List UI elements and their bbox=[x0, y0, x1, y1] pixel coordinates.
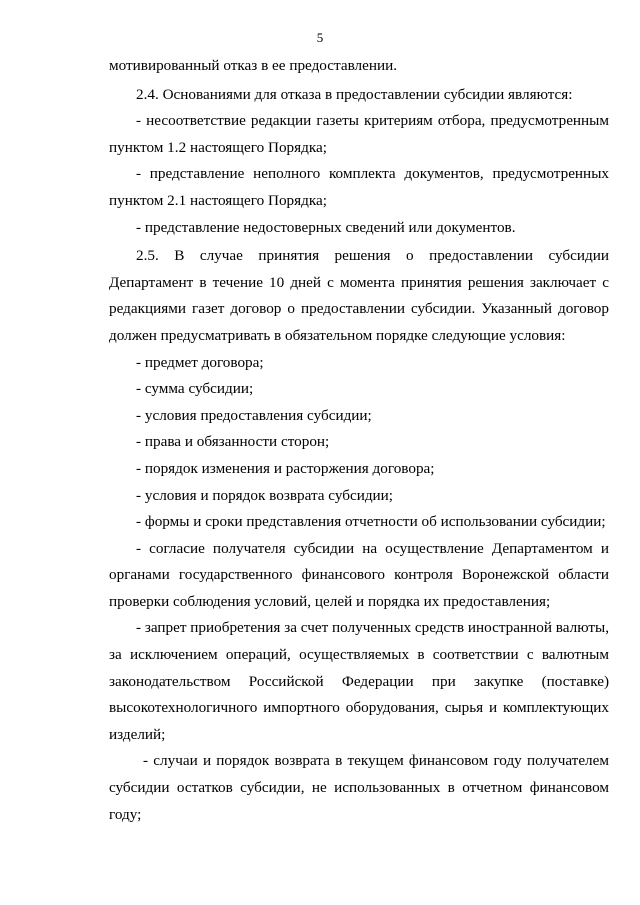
list-item-return-conditions: - условия и порядок возврата субсидии; bbox=[136, 486, 394, 504]
list-item-unused-balance-return: - случаи и порядок возврата в текущем финансовом году получателем субсидии остатков субсидии, не использованных в отчетном финансовом году; bbox=[109, 752, 609, 823]
page-number: 5 bbox=[316, 30, 324, 45]
list-item-consent-to-audit: - согласие получателя субсидии на осуществление Департаментом и органами государственного финансового контроля Воронежской области проверки соблюдения условий, целей и порядка их предоставления; bbox=[109, 539, 609, 610]
list-item-false-information: - представление недостоверных сведений или документов. bbox=[136, 218, 516, 236]
list-item-subsidy-conditions: - условия предоставления субсидии; bbox=[136, 406, 372, 424]
list-item-rights-obligations: - права и обязанности сторон; bbox=[136, 433, 330, 451]
list-item-criteria-mismatch: - несоответствие редакции газеты критериям отбора, предусмотренным пунктом 1.2 настоящего Порядка; bbox=[109, 112, 609, 156]
list-item-contract-subject: - предмет договора; bbox=[136, 353, 264, 371]
list-item-amendment-termination: - порядок изменения и расторжения договора; bbox=[136, 459, 435, 477]
list-item-currency-prohibition: - запрет приобретения за счет полученных средств иностранной валюты, за исключением операций, осуществляемых в соответствии с валютным законодательством Российской Федерации при закупке (поставке) высокотехнологичного импортного оборудования, сырья и комплектующих изделий; bbox=[109, 619, 609, 743]
paragraph-2-5: 2.5. В случае принятия решения о предоставлении субсидии Департамент в течение 10 дней с момента принятия решения заключает с редакциями газет договор о предоставлении субсидии. Указанный договор должен предусматривать в обязательном порядке следующие условия: bbox=[109, 247, 609, 344]
list-item-reporting: - формы и сроки представления отчетности об использовании субсидии; bbox=[136, 513, 606, 531]
paragraph-2-4-heading: 2.4. Основаниями для отказа в предоставлении субсидии являются: bbox=[136, 85, 573, 103]
paragraph-refusal-continuation: мотивированный отказ в ее предоставлении. bbox=[109, 57, 398, 74]
document-body bbox=[109, 53, 609, 828]
list-item-subsidy-amount: - сумма субсидии; bbox=[136, 380, 254, 398]
list-item-incomplete-documents: - представление неполного комплекта документов, предусмотренных пунктом 2.1 настоящего Порядка; bbox=[109, 165, 609, 209]
